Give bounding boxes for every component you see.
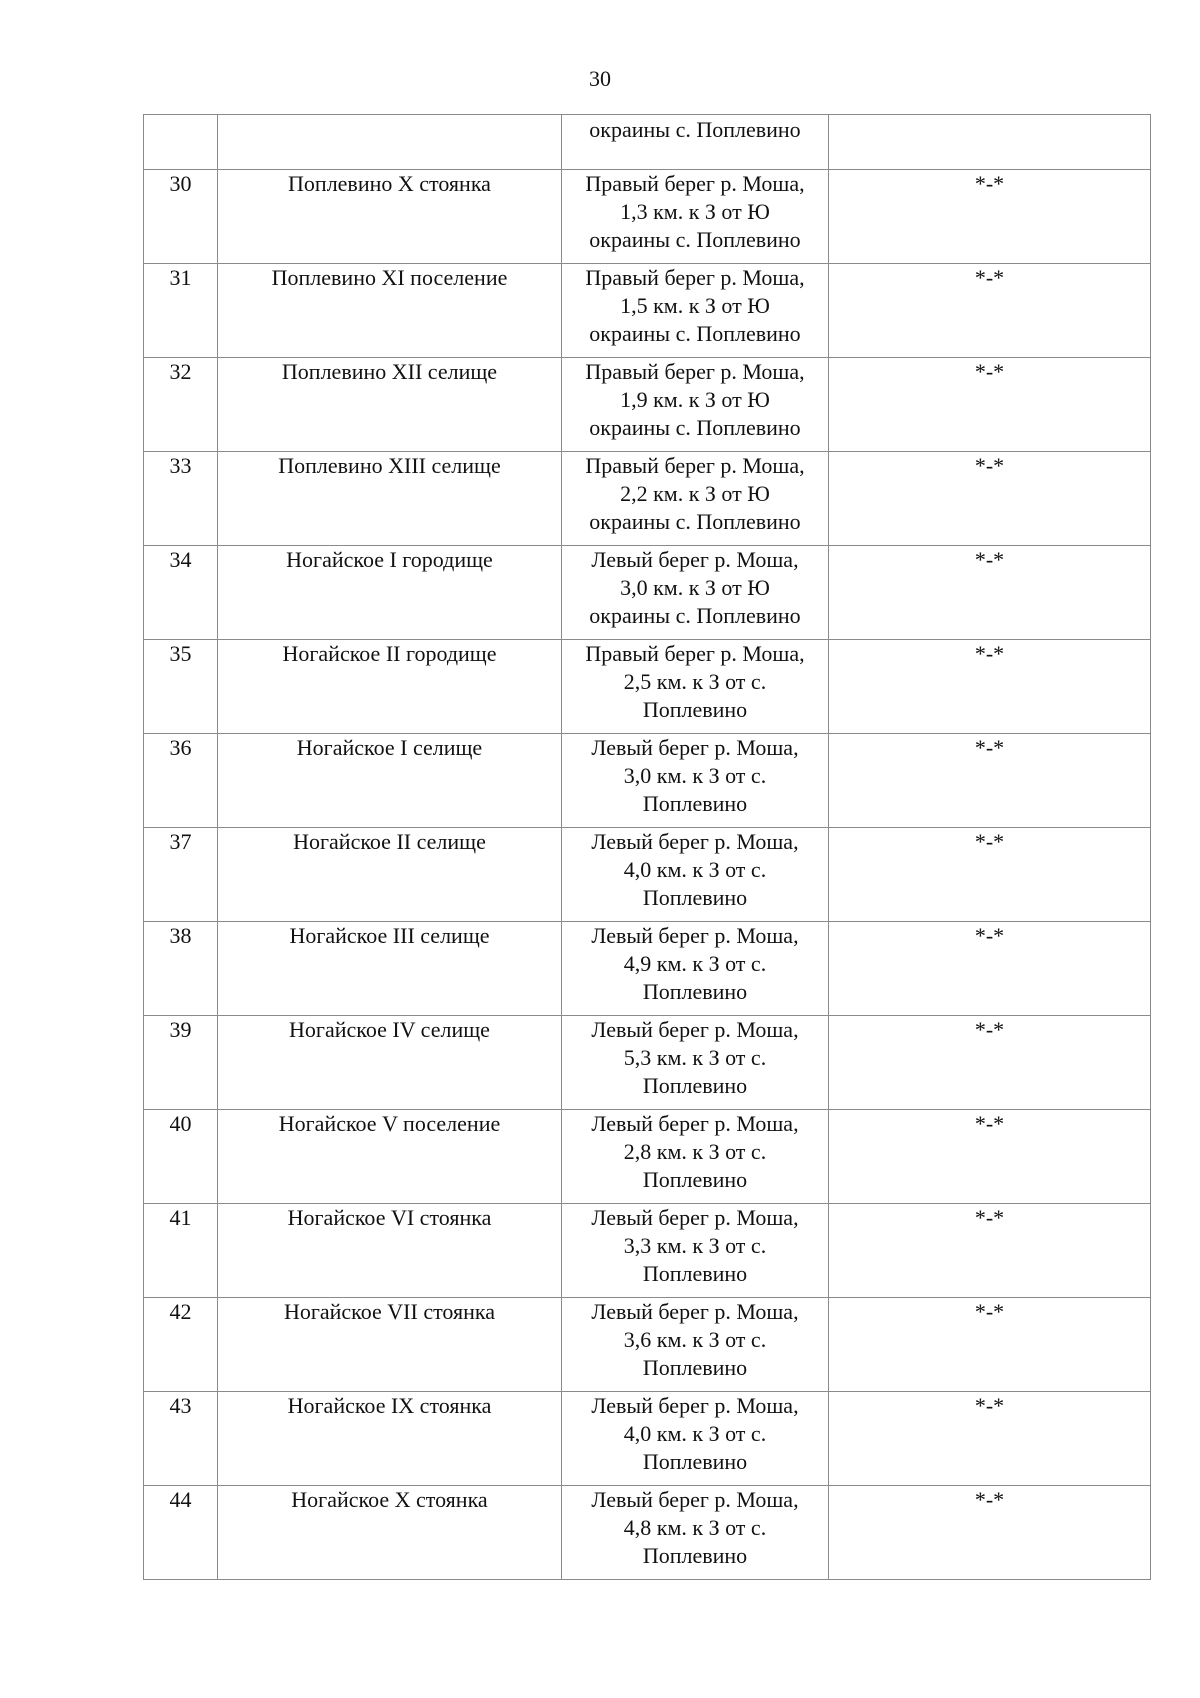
location-line: окраины с. Поплевино <box>589 415 801 440</box>
location-line: Правый берег р. Моша, <box>585 265 805 290</box>
table-row <box>144 1110 1151 1204</box>
site-name-cell: Ногайское VI стоянка <box>218 1204 562 1298</box>
note-cell: *-* <box>829 1486 1151 1580</box>
location-line: 4,0 км. к З от с. <box>623 857 767 882</box>
note-cell: *-* <box>829 546 1151 640</box>
location-line: 2,5 км. к З от с. <box>623 669 767 694</box>
location-line: Поплевино <box>642 791 748 816</box>
location-line: Поплевино <box>642 1167 748 1192</box>
location-line: Левый берег р. Моша, <box>591 547 799 572</box>
location-line: 4,8 км. к З от с. <box>623 1515 767 1540</box>
row-number-cell: 38 <box>144 922 218 1016</box>
location-line: Поплевино <box>642 1073 748 1098</box>
location-line: Правый берег р. Моша, <box>585 453 805 478</box>
note-cell: *-* <box>829 358 1151 452</box>
table-row <box>144 1486 1151 1580</box>
site-name-cell: Поплевино X стоянка <box>218 170 562 264</box>
location-cell <box>562 1486 829 1580</box>
table-row <box>144 452 1151 546</box>
table-row <box>144 640 1151 734</box>
row-number-cell: 35 <box>144 640 218 734</box>
site-name-cell: Ногайское IX стоянка <box>218 1392 562 1486</box>
location-line: 3,0 км. к З от с. <box>623 763 767 788</box>
heritage-sites-table <box>143 114 1151 1580</box>
table-row <box>144 170 1151 264</box>
row-number-cell: 42 <box>144 1298 218 1392</box>
row-number-cell: 31 <box>144 264 218 358</box>
location-line: Левый берег р. Моша, <box>591 923 799 948</box>
location-line: Левый берег р. Моша, <box>591 1299 799 1324</box>
row-number-cell: 30 <box>144 170 218 264</box>
note-cell: *-* <box>829 1298 1151 1392</box>
location-cell <box>562 1016 829 1110</box>
note-cell: *-* <box>829 1016 1151 1110</box>
location-line: 3,0 км. к З от Ю <box>620 575 770 600</box>
note-cell: *-* <box>829 828 1151 922</box>
location-line: Левый берег р. Моша, <box>591 1017 799 1042</box>
site-name-cell: Ногайское I селище <box>218 734 562 828</box>
location-cell <box>562 1392 829 1486</box>
location-line: Правый берег р. Моша, <box>585 171 805 196</box>
site-name-cell: Ногайское I городище <box>218 546 562 640</box>
site-name-cell: Ногайское II селище <box>218 828 562 922</box>
row-number-cell: 40 <box>144 1110 218 1204</box>
table-row <box>144 1204 1151 1298</box>
table-body <box>144 115 1151 1580</box>
location-line: Левый берег р. Моша, <box>591 1111 799 1136</box>
location-cell <box>562 170 829 264</box>
location-line: 1,9 км. к З от Ю <box>620 387 770 412</box>
location-cell <box>562 922 829 1016</box>
site-name-cell <box>218 115 562 170</box>
site-name-cell: Поплевино XII селище <box>218 358 562 452</box>
location-cell <box>562 358 829 452</box>
location-cell: окраины с. Поплевино <box>562 115 829 170</box>
row-number-cell: 39 <box>144 1016 218 1110</box>
location-line: окраины с. Поплевино <box>589 227 801 252</box>
note-cell: *-* <box>829 1204 1151 1298</box>
note-cell: *-* <box>829 734 1151 828</box>
location-line: окраины с. Поплевино <box>589 509 801 534</box>
note-cell: *-* <box>829 1392 1151 1486</box>
row-number-cell: 33 <box>144 452 218 546</box>
row-number-cell: 32 <box>144 358 218 452</box>
note-cell <box>829 115 1151 170</box>
location-cell <box>562 828 829 922</box>
site-name-cell: Ногайское X стоянка <box>218 1486 562 1580</box>
note-cell: *-* <box>829 922 1151 1016</box>
location-line: Левый берег р. Моша, <box>591 735 799 760</box>
table-row <box>144 546 1151 640</box>
location-line: 4,0 км. к З от с. <box>623 1421 767 1446</box>
location-line: Поплевино <box>642 1449 748 1474</box>
table-row <box>144 922 1151 1016</box>
site-name-cell: Поплевино XI поселение <box>218 264 562 358</box>
site-name-cell: Ногайское II городище <box>218 640 562 734</box>
row-number-cell <box>144 115 218 170</box>
location-line: 1,3 км. к З от Ю <box>620 199 770 224</box>
row-number-cell: 37 <box>144 828 218 922</box>
location-line: Поплевино <box>642 1355 748 1380</box>
site-name-cell: Ногайское VII стоянка <box>218 1298 562 1392</box>
location-line: Поплевино <box>642 1543 748 1568</box>
table-row <box>144 1392 1151 1486</box>
location-cell <box>562 264 829 358</box>
table-row <box>144 734 1151 828</box>
location-line: Правый берег р. Моша, <box>585 641 805 666</box>
site-name-cell: Ногайское V поселение <box>218 1110 562 1204</box>
location-line: Левый берег р. Моша, <box>591 1393 799 1418</box>
row-number-cell: 41 <box>144 1204 218 1298</box>
location-line: 1,5 км. к З от Ю <box>620 293 770 318</box>
note-cell: *-* <box>829 640 1151 734</box>
table-row-continuation <box>144 115 1151 170</box>
table-row <box>144 1016 1151 1110</box>
row-number-cell: 36 <box>144 734 218 828</box>
table-row <box>144 358 1151 452</box>
location-line: Правый берег р. Моша, <box>585 359 805 384</box>
location-line: 4,9 км. к З от с. <box>623 951 767 976</box>
table-row <box>144 264 1151 358</box>
row-number-cell: 44 <box>144 1486 218 1580</box>
note-cell: *-* <box>829 264 1151 358</box>
table-row <box>144 828 1151 922</box>
location-cell <box>562 1110 829 1204</box>
site-name-cell: Поплевино XIII селище <box>218 452 562 546</box>
row-number-cell: 43 <box>144 1392 218 1486</box>
note-cell: *-* <box>829 452 1151 546</box>
site-name-cell: Ногайское III селище <box>218 922 562 1016</box>
location-line: Поплевино <box>642 885 748 910</box>
location-cell <box>562 1204 829 1298</box>
location-line: Левый берег р. Моша, <box>591 1205 799 1230</box>
location-cell <box>562 452 829 546</box>
location-cell <box>562 640 829 734</box>
location-cell <box>562 734 829 828</box>
location-line: Поплевино <box>642 979 748 1004</box>
page-number: 30 <box>589 66 611 91</box>
location-line: 3,6 км. к З от с. <box>623 1327 767 1352</box>
location-line: 5,3 км. к З от с. <box>623 1045 767 1070</box>
location-line: Левый берег р. Моша, <box>591 829 799 854</box>
location-cell <box>562 546 829 640</box>
location-line: Поплевино <box>642 1261 748 1286</box>
location-line: 3,3 км. к З от с. <box>623 1233 767 1258</box>
location-line: окраины с. Поплевино <box>589 603 801 628</box>
location-line: 2,8 км. к З от с. <box>623 1139 767 1164</box>
location-line: окраины с. Поплевино <box>589 321 801 346</box>
row-number-cell: 34 <box>144 546 218 640</box>
location-line: Левый берег р. Моша, <box>591 1487 799 1512</box>
location-line: 2,2 км. к З от Ю <box>620 481 770 506</box>
location-cell <box>562 1298 829 1392</box>
table-row <box>144 1298 1151 1392</box>
note-cell: *-* <box>829 170 1151 264</box>
location-line: Поплевино <box>642 697 748 722</box>
site-name-cell: Ногайское IV селище <box>218 1016 562 1110</box>
note-cell: *-* <box>829 1110 1151 1204</box>
